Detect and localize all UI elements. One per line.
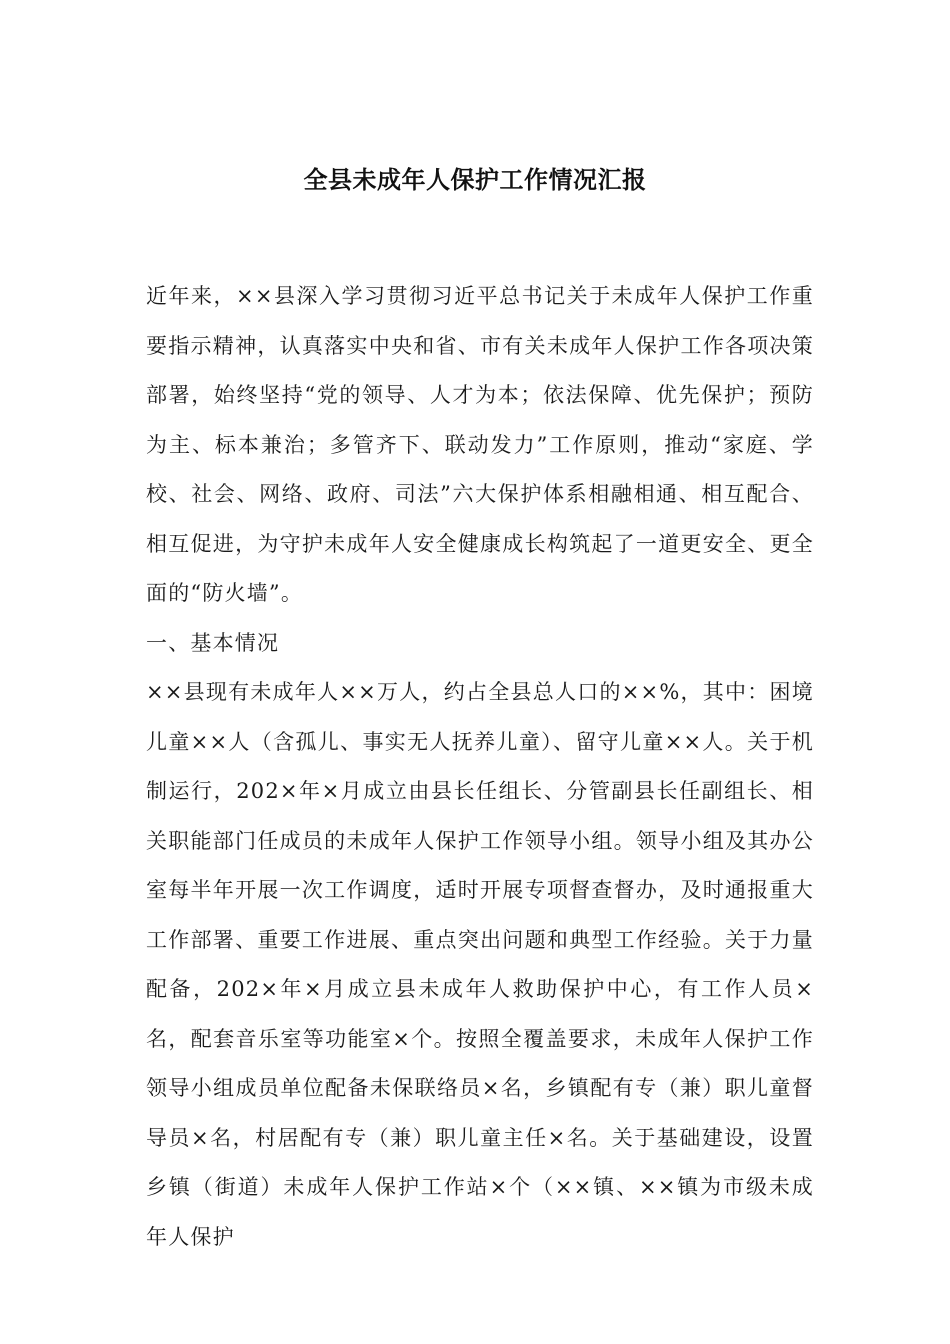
intro-paragraph: 近年来，××县深入学习贯彻习近平总书记关于未成年人保护工作重要指示精神，认真落实中央和省、市有关未成年人保护工作各项决策部署，始终坚持“党的领导、人才为本；依法保障、优先保护；预防为主、标本兼治；多管齐下、联动发力”工作原则，推动“家庭、学校、社会、网络、政府、司法”六大保护体系相融相通、相互配合、相互促进，为守护未成年人安全健康成长构筑起了一道更安全、更全面的“防火墙”。	[146, 284, 814, 605]
section-heading: 一、基本情况	[146, 630, 280, 655]
document-body	[146, 272, 814, 1262]
basic-situation-paragraph: ××县现有未成年人××万人，约占全县总人口的××%，其中：困境儿童××人（含孤儿、事实无人抚养儿童）、留守儿童××人。关于机制运行，202×年×月成立由县长任组长、分管副县长任副组长、相关职能部门任成员的未成年人保护工作领导小组。领导小组及其办公室每半年开展一次工作调度，适时开展专项督查督办，及时通报重大工作部署、重要工作进展、重点突出问题和典型工作经验。关于力量配备，202×年×月成立县未成年人救助保护中心，有工作人员×名，配套音乐室等功能室×个。按照全覆盖要求，未成年人保护工作领导小组成员单位配备未保联络员×名，乡镇配有专（兼）职儿童督导员×名，村居配有专（兼）职儿童主任×名。关于基础建设，设置乡镇（街道）未成年人保护工作站×个（××镇、××镇为市级未成年人保护	[146, 680, 814, 1249]
document-title: 全县未成年人保护工作情况汇报	[303, 166, 647, 194]
